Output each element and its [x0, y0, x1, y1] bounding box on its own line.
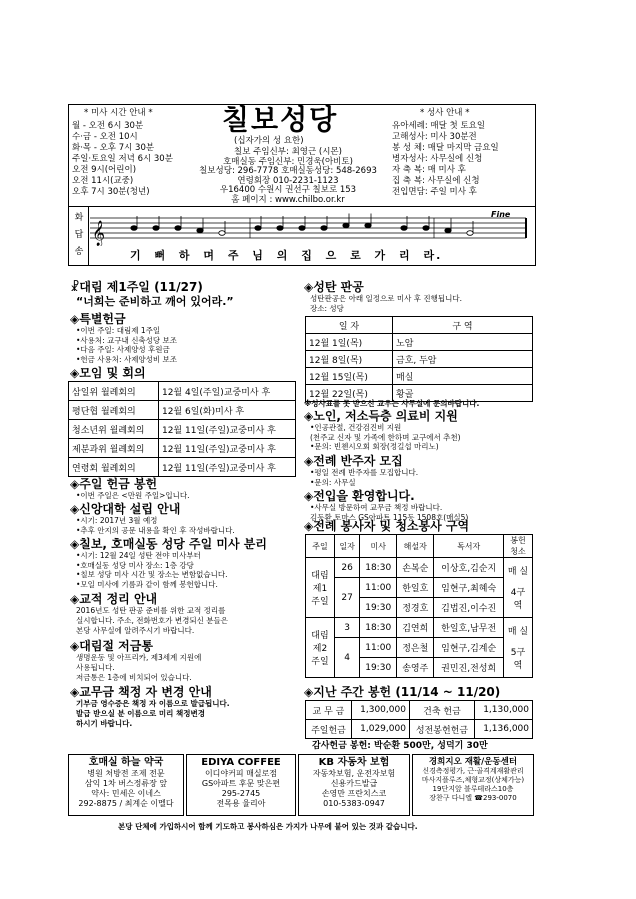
college-lines-line: •시기: 2017년 3월 예정 [76, 516, 158, 525]
hymn-staff [90, 210, 534, 246]
table-cell: 손복순 [397, 558, 434, 578]
split-lines-line: •호매실동 성당 미사 장소: 1층 강당 [76, 560, 194, 570]
table-cell: 제분과위 월례회의 [69, 439, 159, 458]
hymn-note [343, 223, 349, 228]
table-cell: 정은철 [397, 638, 434, 658]
tithe-lines-line: 발급 받으실 분 이름으로 미리 책정변경 [76, 709, 205, 718]
hymn-note [299, 226, 305, 231]
table-cell: 금호, 두암 [393, 351, 533, 368]
hymn-label: 화 답 송 [74, 213, 84, 257]
table-cell: 이상호,김순지 [434, 558, 504, 578]
sacrament-lines-line: 집 축 복: 사무실에 신청 [392, 176, 480, 186]
duty-title: ◈전례 봉사자 및 청소봉사 구역 [304, 519, 470, 533]
hymn-note [445, 228, 451, 233]
daejeon-lines-line: 사용됩니다. [76, 663, 115, 672]
table-row [69, 458, 296, 477]
offering-title: ◈지난 주간 봉헌 (11/14 ~ 11/20) [304, 685, 501, 699]
server-lines-line: •평일 전례 반주자를 모집합니다. [310, 468, 419, 477]
table-cell: 삼일위 월례회의 [69, 382, 159, 401]
duty-clean [504, 618, 533, 678]
pangong-lines-line: 장소: 성당 [310, 303, 344, 313]
ad-line: 신용카드발급 [330, 779, 378, 788]
pangong-list [310, 294, 462, 313]
table-cell: 교 무 금 [306, 701, 352, 720]
split-lines-line: •모일 미사에 기름과 같이 함께 봉헌합니다. [76, 579, 218, 589]
table-cell: 12월 8일(목) [306, 351, 393, 368]
hymn-note [321, 226, 327, 231]
sacrament-lines-line: 전입면담: 주일 미사 후 [392, 187, 477, 197]
table-cell: 연령회 월례회의 [69, 458, 159, 477]
table-cell: 건축 헌금 [409, 701, 474, 720]
table-cell: 1,029,000 [351, 720, 409, 739]
table-row [69, 401, 296, 420]
footer-text: 본당 단체에 가입하시어 함께 기도하고 봉사하심은 가지가 나무에 붙어 있는 것과 같습니다. [118, 822, 418, 831]
table-cell: 4 [335, 638, 360, 678]
table-header-cell: 일 자 [306, 317, 393, 334]
roster-title: ◈교적 정리 안내 [70, 592, 158, 606]
table-row [306, 618, 533, 638]
church-name: 칠보성당 [222, 103, 339, 136]
weekly-title: ◈주일 헌금 봉헌 [70, 477, 158, 491]
ad-line: 자동차보험, 운전자보험 [312, 769, 396, 778]
offering-table [305, 700, 533, 739]
table-header-cell: 구 역 [393, 317, 533, 334]
church-lines-line: 홈 페이지 : www.chilbo.or.kr [231, 194, 345, 205]
church-subtitle: (십자가의 성 요한) [234, 136, 304, 146]
table-cell: 12월 1일(목) [306, 334, 393, 351]
ad-line: 장찬구 다니엘 ☎293-0070 [429, 794, 517, 802]
sacrament-lines-line: 봉 성 체: 매달 마지막 금요일 [392, 143, 499, 153]
ad-line: 신경측정평가, 근·골격계재활관리 [422, 767, 524, 775]
table-cell: 주일헌금 [306, 720, 352, 739]
mass-title: * 미사 시간 안내 * [84, 108, 153, 118]
ad-line: 010-5383-0947 [323, 799, 385, 808]
duty-week: 대림 제1 주일 [306, 558, 335, 618]
advent-title: ☧대림 제1주일 (11/27) [70, 280, 203, 294]
svg-text:𝄞: 𝄞 [92, 221, 106, 246]
table-cell: 김법진,이수진 [434, 598, 504, 618]
table-cell: 12월 11일(주일)교중미사 후 [158, 420, 295, 439]
table-cell: 정경호 [397, 598, 434, 618]
table-cell: 1,130,000 [474, 701, 532, 720]
table-cell: 권민진,전성희 [434, 658, 504, 678]
mass-lines-line: 오전 11시(교중) [72, 176, 134, 186]
pangong-table [305, 316, 533, 402]
church-lines-line: 호매실동 주임신부: 민경욱(아비토) [223, 156, 353, 167]
daejeon-lines-line: 저금통은 1층에 비치되어 있습니다. [76, 673, 192, 682]
table-row [306, 368, 533, 385]
table-cell: 3 [335, 618, 360, 638]
table-cell: 12월 6일(화)미사 후 [158, 401, 295, 420]
table-cell: 1,300,000 [351, 701, 409, 720]
ad-line: 19단지앞 블루테라스10층 [432, 785, 514, 793]
ad-box [412, 754, 534, 816]
hymn-note [219, 231, 225, 236]
table-cell: 매실 [393, 368, 533, 385]
table-cell: 1,136,000 [474, 720, 532, 739]
special-title: ◈특별헌금 [70, 312, 126, 326]
college-list [76, 516, 235, 535]
ad-line: 292-8875 / 최계순 이멜다 [78, 799, 174, 808]
table-header-cell: 일자 [335, 535, 360, 558]
table-cell: 11:00 [360, 578, 397, 598]
split-lines-line: •시기: 12월 24일 성탄 전야 미사부터 [76, 551, 201, 560]
table-header-cell: 봉헌 청소 [504, 535, 533, 558]
church-info [198, 148, 378, 205]
server-title: ◈전례 반주자 모집 [304, 454, 403, 468]
mass-lines-line: 오전 9시(어린이) [72, 165, 137, 175]
table-cell: 12월 4일(주일)교중미사 후 [158, 382, 295, 401]
medical-list [310, 423, 461, 452]
roster-lines-line: 2016년도 성탄 판공 준비를 위한 교적 정리를 [76, 606, 226, 615]
pangong-lines-line: 성탄판공은 아래 일정으로 미사 후 진행됩니다. [310, 294, 462, 303]
church-lines-line: 우16400 수원시 권선구 칠보로 153 [219, 185, 357, 195]
table-cell: 한일호,남무전 [434, 618, 504, 638]
hymn-note [467, 231, 473, 236]
ad-title: KB 자동차 보험 [318, 757, 390, 768]
weekly-lines-line: •이번 주일은 <만원 주일>입니다. [76, 491, 190, 500]
table-row [306, 638, 533, 658]
college-title: ◈신앙대학 설립 안내 [70, 502, 181, 516]
fine-mark: Fine [491, 210, 511, 219]
special-lines-line: •헌금 사용처: 사제양성비 보조 [76, 354, 178, 364]
table-row [69, 439, 296, 458]
ad-box [298, 754, 410, 816]
header-divider [68, 206, 536, 207]
table-row [306, 351, 533, 368]
sacrament-lines-line: 고해성사: 미사 30분전 [392, 132, 477, 142]
ad-line: 이디야커피 매실로점 [204, 769, 278, 778]
ad-line: 마사지플루즈,체형교정(상체가능) [421, 776, 525, 784]
table-cell: 18:30 [360, 618, 397, 638]
ad-line: GS아파트 후문 맞은편 [201, 779, 281, 788]
ad-title: 호매실 하늘 약국 [88, 757, 164, 768]
sacrament-lines-line: 병자성사: 사무실에 신청 [392, 154, 483, 164]
table-cell: 성전봉헌헌금 [409, 720, 474, 739]
table-cell: 평단협 월례회의 [69, 401, 159, 420]
table-header-cell: 독서자 [434, 535, 504, 558]
tithe-lines-line: 하시기 바랍니다. [76, 719, 133, 728]
roster-list [76, 606, 228, 636]
clean-zone: 5구역 [510, 648, 526, 671]
hymn-divider [88, 206, 89, 266]
weekly-list [76, 491, 189, 501]
table-cell: 청소년위 월례회의 [69, 420, 159, 439]
table-cell: 12월 11일(주일)교중미사 후 [158, 458, 295, 477]
table-cell: 황골 [393, 385, 533, 402]
hymn-note [255, 226, 261, 231]
table-cell: 26 [335, 558, 360, 578]
server-lines-line: •문의: 사무실 [310, 477, 356, 487]
hymn-note [401, 226, 407, 231]
table-cell: 18:30 [360, 558, 397, 578]
roster-lines-line: 본당 사무실에 알려주시기 바랍니다. [76, 626, 195, 635]
ad-box [186, 754, 296, 816]
ad-line: 손영만 프란치스코 [321, 789, 387, 798]
church-lines-line: 칠보 주임신부: 최영근 (시몬) [234, 147, 342, 157]
table-cell: 11:00 [360, 638, 397, 658]
medical-lines-line: •문의: 빈첸시오회 회장(정길섭 마리노) [310, 442, 439, 451]
ad-line: 약사: 민세은 이네스 [91, 789, 161, 798]
tithe-lines-line: 기부금 영수증은 책정 자 이름으로 발급됩니다. [76, 699, 230, 708]
ad-line: 전목용 율리아 [216, 799, 266, 808]
ad-box [68, 754, 184, 816]
ad-title: 경희지오 재활/운동센터 [428, 757, 518, 767]
daejeon-list [76, 653, 201, 683]
sacrament-title: * 성사 안내 * [420, 108, 470, 118]
hymn-note [153, 226, 159, 231]
table-cell: 19:30 [360, 598, 397, 618]
clean-area: 매 실 [507, 567, 529, 577]
table-row [306, 720, 533, 739]
ad-line: 295-2745 [221, 789, 261, 798]
clean-area: 매 실 [507, 627, 529, 637]
table-row [306, 701, 533, 720]
hymn-note [197, 228, 203, 233]
table-header-row [306, 317, 533, 334]
duty-table [305, 534, 533, 678]
pangong-title: ◈성탄 판공 [304, 280, 364, 294]
table-cell: 12월 11일(주일)교중미사 후 [158, 439, 295, 458]
split-lines-line: •칠보 성당 미사 시간 및 장소는 변함없습니다. [76, 570, 228, 579]
ad-line: 병원 처방전 조제 전문 [87, 769, 165, 778]
welcome-title: ◈전입을 환영합니다. [304, 489, 415, 503]
special-lines-line: •이번 주일: 대림제 1주일 [76, 326, 161, 335]
special-lines-line: •다음 주일: 사제양성 후원금 [76, 345, 170, 354]
sacrament-list [392, 121, 499, 198]
table-header-row [306, 535, 533, 558]
table-row [306, 578, 533, 598]
medical-title: ◈노인, 저소득층 의료비 지원 [304, 409, 458, 423]
tithe-list [76, 699, 230, 729]
server-list [310, 468, 418, 487]
table-cell: 27 [335, 578, 360, 618]
church-lines-line: 칠보성당: 296-7778 호매실동성당: 548-2693 [199, 166, 377, 176]
table-row [69, 420, 296, 439]
welcome-lines-line: 김동환 토마스 GS아파트 115동 1508호(매실5) [310, 512, 469, 522]
roster-lines-line: 실시합니다. 주소, 전화번호가 변경되신 분들은 [76, 616, 228, 625]
hymn-note [175, 226, 181, 231]
table-cell: 12월 22일(목) [306, 385, 393, 402]
table-row [306, 334, 533, 351]
hymn-note [365, 223, 371, 228]
medical-lines-line: •인공관절, 건강검진비 지원 [310, 423, 402, 432]
mass-lines-line: 수·금 - 오전 10시 [72, 132, 138, 142]
mass-lines-line: 화·목 - 오후 7시 30분 [72, 143, 155, 153]
table-cell: 12월 15일(목) [306, 368, 393, 385]
meeting-table [68, 381, 296, 477]
table-row [306, 558, 533, 578]
daejeon-title: ◈대림절 저금통 [70, 639, 153, 653]
table-cell: 송영주 [397, 658, 434, 678]
hymn-note [131, 226, 137, 231]
table-cell: 노암 [393, 334, 533, 351]
table-row [69, 382, 296, 401]
table-cell: 한일호 [397, 578, 434, 598]
hymn-note [423, 226, 429, 231]
sacrament-lines-line: 유아세례: 매달 첫 토요일 [392, 121, 486, 131]
hymn-note [277, 226, 283, 231]
table-cell: 임현구,김계순 [434, 638, 504, 658]
table-header-cell: 해설자 [397, 535, 434, 558]
advent-quote: “너희는 준비하고 깨어 있어라.” [76, 295, 234, 308]
college-lines-line: •추후 안지의 공문 내용을 확인 후 작성바랍니다. [76, 525, 235, 535]
mass-lines-line: 주일·토요일 저녁 6시 30분 [72, 154, 173, 164]
hymn-lyrics: 기 뻐 하 며 주 님 의 집 으 로 가 리 라. [130, 249, 443, 262]
sacrament-lines-line: 자 축 복: 매 미사 후 [392, 165, 466, 175]
meeting-title: ◈모임 및 회의 [70, 366, 146, 380]
pangong-note: ※성사표를 못 받으신 교우는 사무실에 문의바랍니다. [304, 399, 480, 408]
tithe-title: ◈교무금 책정 자 변경 안내 [70, 685, 212, 699]
mass-lines-line: 월 - 오전 6시 30분 [72, 121, 144, 131]
ad-line: 삼익 1차 버스정류장 앞 [84, 779, 168, 788]
split-list [76, 551, 228, 589]
thanks-line: 감사헌금 봉헌: 박순환 500만, 성덕기 30만 [312, 741, 488, 751]
special-lines-line: •사용처: 교구내 신축성당 보조 [76, 335, 178, 345]
medical-lines-line: (천주교 신자 및 가족에 한하며 교구에서 추천) [310, 432, 461, 442]
table-cell: 19:30 [360, 658, 397, 678]
table-header-cell: 주일 [306, 535, 335, 558]
daejeon-lines-line: 생명운동 및 아프리카, 제3세계 지원에 [76, 653, 202, 662]
table-cell: 김연희 [397, 618, 434, 638]
ad-title: EDIYA COFFEE [201, 757, 281, 768]
mass-schedule [72, 121, 173, 198]
duty-clean [504, 558, 533, 618]
welcome-lines-line: •사무실 방문하여 교무금 책정 바랍니다. [310, 503, 443, 512]
special-list [76, 326, 177, 364]
table-header-cell: 미사 [360, 535, 397, 558]
split-title: ◈칠보, 호매실동 성당 주일 미사 분리 [70, 537, 267, 551]
mass-lines-line: 오후 7시 30분(청년) [72, 187, 150, 197]
clean-zone: 4구역 [510, 588, 526, 611]
church-lines-line: 연령회장 010-2231-1123 [237, 175, 339, 186]
duty-week: 대림 제2 주일 [306, 618, 335, 678]
table-cell: 임현구,최혜숙 [434, 578, 504, 598]
